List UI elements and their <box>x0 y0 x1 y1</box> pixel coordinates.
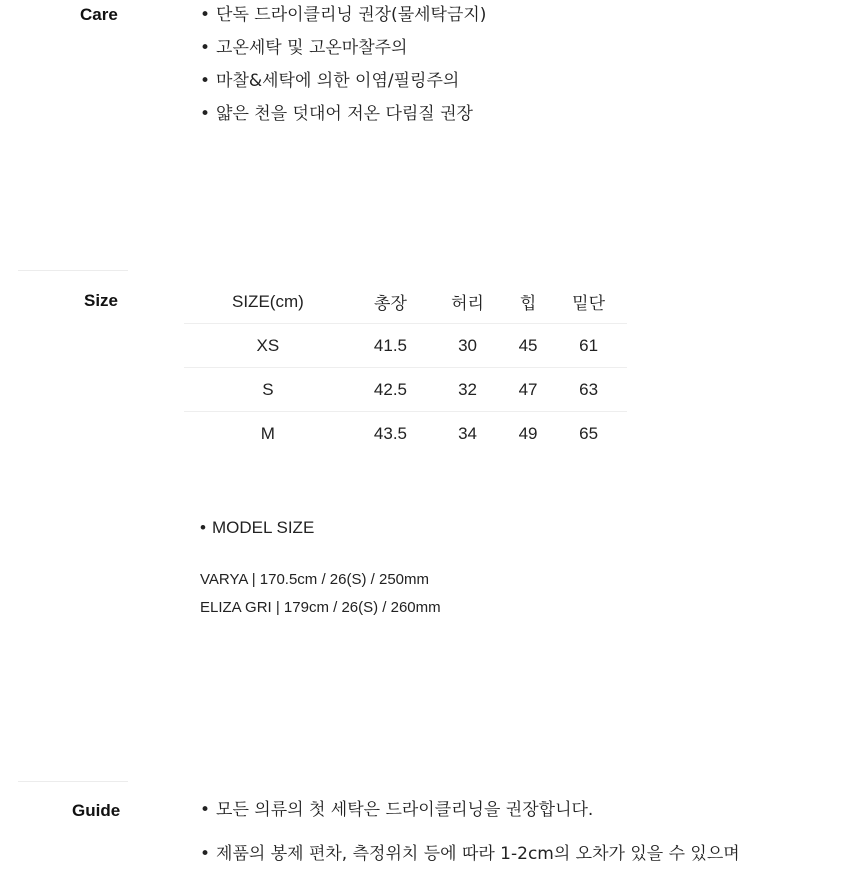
section-divider <box>18 270 128 271</box>
table-cell: 34 <box>458 423 477 443</box>
model-size-heading: • MODEL SIZE <box>200 518 314 538</box>
size-table-header-row <box>184 280 627 324</box>
table-cell: XS <box>256 335 280 355</box>
table-cell: 41.5 <box>373 335 407 355</box>
waist-column-header: 허리 <box>451 294 484 313</box>
guide-item: • 모든 의류의 첫 세탁은 드라이클리닝을 권장합니다. <box>200 794 740 838</box>
table-row <box>184 368 627 412</box>
table-cell: S <box>262 379 274 399</box>
hip-column-header: 힙 <box>519 294 537 313</box>
guide-label: Guide <box>72 801 121 820</box>
section-divider <box>18 781 128 782</box>
table-cell: 61 <box>579 335 599 355</box>
care-list <box>200 0 486 131</box>
table-cell: M <box>260 423 275 443</box>
care-item: • 얇은 천을 덧대어 저온 다림질 권장 <box>200 98 486 131</box>
length-column-header: 총장 <box>374 294 407 313</box>
table-cell: 49 <box>518 423 538 443</box>
table-cell: 65 <box>579 423 599 443</box>
table-cell: 47 <box>518 379 538 399</box>
table-cell: 30 <box>458 335 477 355</box>
table-row <box>184 324 627 368</box>
hem-column-header: 밑단 <box>572 294 605 313</box>
care-label: Care <box>80 5 118 24</box>
size-label: Size <box>84 291 119 310</box>
model-info-line: ELIZA GRI | 179cm / 26(S) / 260mm <box>200 599 441 616</box>
guide-list <box>200 794 740 871</box>
size-table <box>184 280 627 455</box>
table-cell: 42.5 <box>373 379 407 399</box>
table-row <box>184 412 627 456</box>
care-item: • 단독 드라이클리닝 권장(물세탁금지) <box>200 0 486 32</box>
size-column-header: SIZE(cm) <box>232 291 304 311</box>
table-cell: 45 <box>518 335 538 355</box>
care-item: • 마찰&세탁에 의한 이염/필링주의 <box>200 65 486 98</box>
table-cell: 63 <box>579 379 599 399</box>
guide-item: • 제품의 봉제 편차, 측정위치 등에 따라 1-2cm의 오차가 있을 수 있으며 <box>200 838 740 871</box>
care-item: • 고온세탁 및 고온마찰주의 <box>200 32 486 65</box>
model-info-line: VARYA | 170.5cm / 26(S) / 250mm <box>200 571 429 588</box>
table-cell: 43.5 <box>373 423 407 443</box>
table-cell: 32 <box>458 379 477 399</box>
